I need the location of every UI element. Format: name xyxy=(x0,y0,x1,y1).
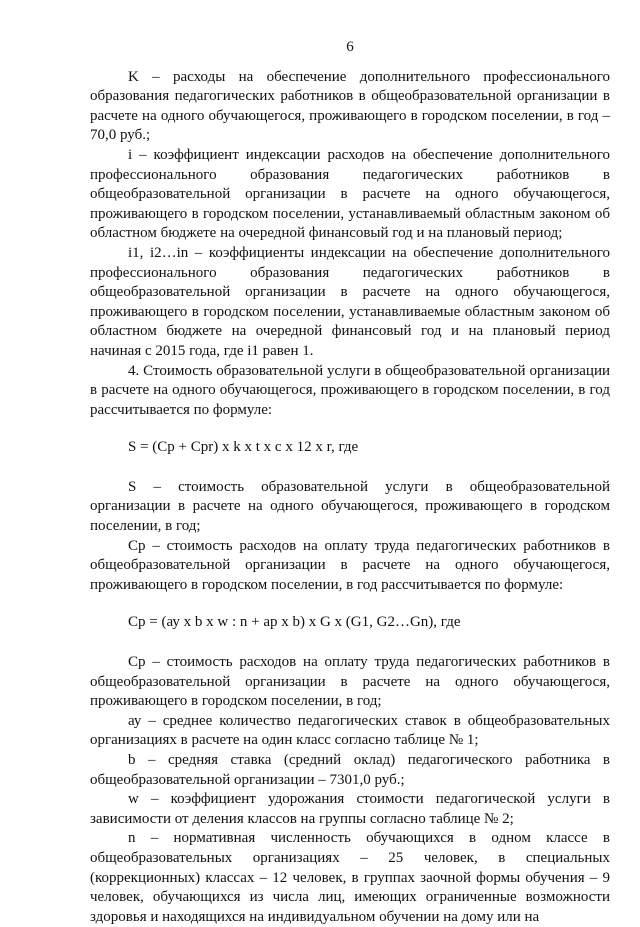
paragraph-s: S – стоимость образовательной услуги в общеобразовательной организации в расчете на одного обучающегося, проживающего в городском поселении, в год; xyxy=(90,478,610,535)
paragraph-ay: ау – среднее количество педагогических ставок в общеобразовательных организациях в расчете на один класс согласно таблице № 1; xyxy=(90,712,610,749)
paragraph-b: b – средняя ставка (средний оклад) педагогического работника в общеобразовательной организации – 7301,0 руб.; xyxy=(90,752,610,788)
paragraph-i: i – коэффициент индексации расходов на обеспечение дополнительного профессионального образования педагогических работников в общеобразовательной организации в расчете на одного обучающегося, проживающего в городском поселении, устанавливаемый областным законом об областном бюджете на очередной финансовый год и на плановый период; xyxy=(90,146,610,242)
paragraph-cp: Ср – стоимость расходов на оплату труда педагогических работников в общеобразовательной организации в расчете на одного обучающегося, проживающего в городском поселении, в год; xyxy=(90,654,610,710)
paragraph-i1-in: i1, i2…in – коэффициенты индексации на обеспечение дополнительного профессионального образования педагогических работников в общеобразовательной организации в расчете на одного обучающегося, проживающего в городском поселении, устанавливаемые областным законом об областном бюджете на очередной финансовый год и на плановый период начиная с 2015 года, где i1 равен 1. xyxy=(90,244,610,359)
paragraph-n: n – нормативная численность обучающихся в одном классе в общеобразовательных организациях – 25 человек, в специальных (коррекционных) классах – 12 человек, в группах заочной формы обучения – 9 человек, обучающихся из числа лиц, имеющих ограниченные возможности здоровья и находящихся на индивидуальном обучении на дому или на xyxy=(90,830,610,925)
paragraph-item-4: 4. Стоимость образовательной услуги в общеобразовательной организации в расчете на одного обучающегося, проживающего в городском поселении, в год рассчитывается по формуле: xyxy=(90,362,610,418)
paragraph-w: w – коэффициент удорожания стоимости педагогической услуги в зависимости от деления классов на группы согласно таблице № 2; xyxy=(90,791,610,827)
formula-s: S = (Cp + Cpr) x k x t x c x 12 x r, где xyxy=(128,439,359,456)
paragraph-k: K – расходы на обеспечение дополнительного профессионального образования педагогических работников в общеобразовательной организации в расчете на одного обучающегося, проживающего в городском поселении, в год – 70,0 руб.; xyxy=(90,68,610,144)
page-number: 6 xyxy=(346,39,354,55)
formula-cp: Ср = (ау x b x w : n + ap x b) x G x (G1, G2…Gn), где xyxy=(128,614,461,631)
paragraph-cp-intro: Ср – стоимость расходов на оплату труда педагогических работников в общеобразовательной организации в расчете на одного обучающегося, проживающего в городском поселении, в год рассчитывается по формуле: xyxy=(90,537,610,593)
